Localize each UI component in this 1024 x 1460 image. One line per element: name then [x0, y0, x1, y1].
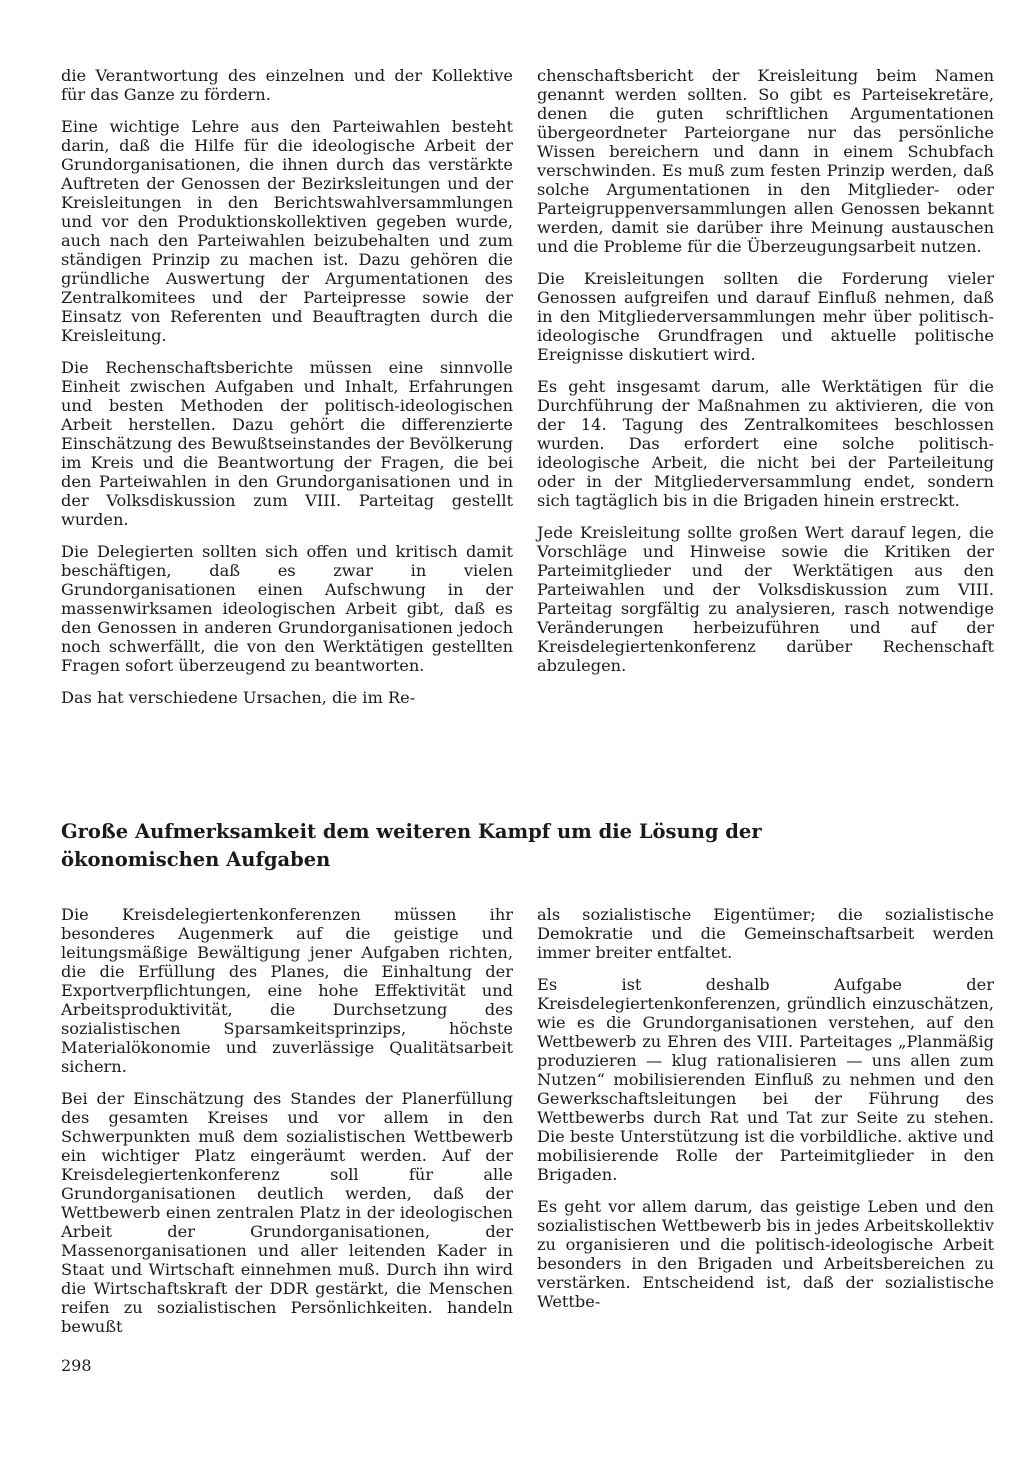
- paragraph: Es geht vor allem darum, das geistige Leben und den sozialistischen Wettbewerb bis in jedes Arbeitskollektiv zu organisieren und die politisch-ideologische Arbeit besonders in den Brigaden und Arbeitsbereichen zu verstärken. Entscheidend ist, daß der sozialistische Wettbe-: [537, 1197, 994, 1311]
- paragraph: Eine wichtige Lehre aus den Parteiwahlen besteht darin, daß die Hilfe für die ideologische Arbeit der Grundorganisationen, die ihnen durch das verstärkte Auftreten der Genossen der Bezirksleitungen und der Kreisleitungen in den Berichtswahlversammlungen und vor den Produktionskollektiven gegeben wurde, auch nach den Parteiwahlen beizubehalten und zum ständigen Prinzip zu machen ist. Dazu gehören die gründliche Auswertung der Argumentationen des Zentralkomitees und der Parteipresse sowie der Einsatz von Referenten und Beauftragten durch die Kreisleitung.: [61, 117, 513, 345]
- paragraph: chenschaftsbericht der Kreisleitung beim Namen genannt werden sollten. So gibt es Parteisekretäre, denen die guten schriftlichen Argumentationen übergeordneter Parteiorgane nur das persönliche Wissen bereichern und dann in einem Schubfach verschwinden. Es muß zum festen Prinzip werden, daß solche Argumentationen in den Mitglieder- oder Parteigruppenversammlungen allen Genossen bekannt werden, damit sie darüber ihre Meinung austauschen und die Probleme für die Überzeugungsarbeit nutzen.: [537, 66, 994, 256]
- paragraph: Die Kreisdelegiertenkonferenzen müssen ihr besonderes Augenmerk auf die geistige und leitungsmäßige Bewältigung jener Aufgaben richten, die die Erfüllung des Planes, die Einhaltung der Exportverpflichtungen, eine hohe Effektivität und Arbeitsproduktivität, die Durchsetzung des sozialistischen Sparsamkeitsprinzips, höchste Materialökonomie und zuverlässige Qualitätsarbeit sichern.: [61, 905, 513, 1076]
- text-column-top-left: [61, 66, 513, 720]
- paragraph: Die Delegierten sollten sich offen und kritisch damit beschäftigen, daß es zwar in vielen Grundorganisationen einen Aufschwung in der massenwirksamen ideologischen Arbeit gibt, daß es den Genossen in anderen Grundorganisationen jedoch noch schwerfällt, die von den Werktätigen gestellten Fragen sofort überzeugend zu beantworten.: [61, 542, 513, 675]
- paragraph: die Verantwortung des einzelnen und der Kollektive für das Ganze zu fördern.: [61, 66, 513, 104]
- paragraph: Jede Kreisleitung sollte großen Wert darauf legen, die Vorschläge und Hinweise sowie die Kritiken der Parteimitglieder und der Werktätigen aus den Parteiwahlen und der Volksdiskussion zum VIII. Parteitag sorgfältig zu analysieren, rasch notwendige Veränderungen herbeizuführen und auf der Kreisdelegiertenkonferenz darüber Rechenschaft abzulegen.: [537, 523, 994, 675]
- paragraph: Die Kreisleitungen sollten die Forderung vieler Genossen aufgreifen und darauf Einfluß nehmen, daß in den Mitgliederversammlungen mehr über politisch-ideologische Grundfragen und aktuelle politische Ereignisse diskutiert wird.: [537, 269, 994, 364]
- paragraph: Es ist deshalb Aufgabe der Kreisdelegiertenkonferenzen, gründlich einzuschätzen, wie es die Grundorganisationen verstehen, auf den Wettbewerb zu Ehren des VIII. Parteitages „Planmäßig produzieren — klug rationalisieren — uns allen zum Nutzen“ mobilisierenden Einfluß zu nehmen und den Gewerkschaftsleitungen bei der Führung des Wettbewerbs durch Rat und Tat zur Seite zu stehen. Die beste Unterstützung ist die vorbildliche. aktive und mobilisierende Rolle der Parteimitglieder in den Brigaden.: [537, 975, 994, 1184]
- paragraph: Das hat verschiedene Ursachen, die im Re-: [61, 688, 416, 707]
- paragraph: als sozialistische Eigentümer; die sozialistische Demokratie und die Gemeinschaftsarbeit werden immer breiter entfaltet.: [537, 905, 994, 962]
- page-number: 298: [61, 1356, 92, 1375]
- section-heading: Große Aufmerksamkeit dem weiteren Kampf um die Lösung der ökonomischen Aufgaben: [61, 820, 762, 871]
- paragraph: Es geht insgesamt darum, alle Werktätigen für die Durchführung der Maßnahmen zu aktivieren, die von der 14. Tagung des Zentralkomitees beschlossen wurden. Das erfordert eine solche politisch-ideologische Arbeit, die nicht bei der Parteileitung oder in der Mitgliederversammlung endet, sondern sich tagtäglich bis in die Brigaden hinein erstreckt.: [537, 377, 994, 510]
- text-column-bottom-left: [61, 905, 513, 1349]
- text-column-bottom-right: [537, 905, 994, 1324]
- paragraph: Bei der Einschätzung des Standes der Planerfüllung des gesamten Kreises und vor allem in den Schwerpunkten muß dem sozialistischen Wettbewerb ein wichtiger Platz eingeräumt werden. Auf der Kreisdelegiertenkonferenz soll für alle Grundorganisationen deutlich werden, daß der Wettbewerb einen zentralen Platz in der ideologischen Arbeit der Grundorganisationen, der Massenorganisationen und aller leitenden Kader in Staat und Wirtschaft einnehmen muß. Durch ihn wird die Wirtschaftskraft der DDR gestärkt, die Menschen reifen zu sozialistischen Persönlichkeiten. handeln bewußt: [61, 1089, 513, 1336]
- text-column-top-right: [537, 66, 994, 688]
- paragraph: Die Rechenschaftsberichte müssen eine sinnvolle Einheit zwischen Aufgaben und Inhalt, Erfahrungen und besten Methoden der politisch-ideologischen Arbeit herstellen. Dazu gehört die differenzierte Einschätzung des Bewußtseinstandes der Bevölkerung im Kreis und die Beantwortung der Fragen, die bei den Parteiwahlen in den Grundorganisationen und in der Volksdiskussion zum VIII. Parteitag gestellt wurden.: [61, 358, 513, 529]
